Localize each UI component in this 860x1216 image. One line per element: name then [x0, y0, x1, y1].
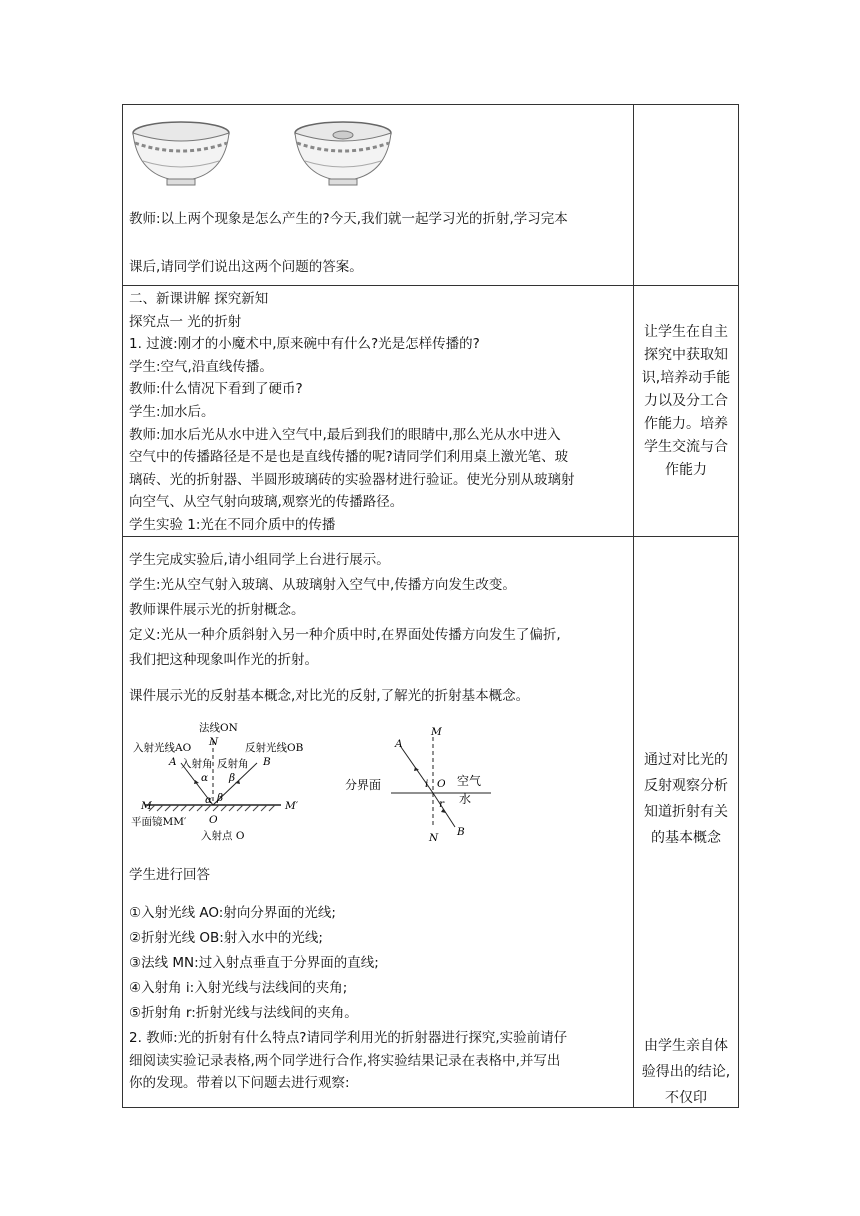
text-line: 教师:什么情况下看到了硬币? [129, 381, 303, 398]
design-intent-1: 让学生在自主探究中获取知识,培养动手能力以及分工合作能力。培养学生交流与合作能力 [641, 324, 731, 478]
label-mirror: 平面镜MM′ [131, 816, 187, 828]
teacher-intro-cont [129, 256, 629, 279]
text-line: 你的发现。带着以下问题去进行观察: [129, 1075, 350, 1092]
label-incidence-angle: 入射角 [181, 758, 213, 770]
text-line: 空气中的传播路径是不是也是直线传播的呢?请同学们利用桌上激光笔、玻 [129, 449, 569, 466]
text-line: 向空气、从空气射向玻璃,观察光的传播路径。 [129, 494, 404, 511]
reflection-diagram [131, 717, 311, 847]
text-line: 学生:加水后。 [129, 403, 215, 420]
label-A: A [395, 738, 403, 750]
label-M-prime: M′ [285, 800, 299, 812]
column-divider [633, 105, 634, 1107]
label-interface: 分界面 [345, 778, 382, 792]
text-line: 课件展示光的反射基本概念,对比光的反射,了解光的折射基本概念。 [129, 688, 530, 704]
label-alpha-top: α [201, 772, 209, 784]
design-intent-2: 通过对比光的反射观察分析知道折射有关的基本概念 [644, 752, 728, 846]
text-line: 我们把这种现象叫作光的折射。 [129, 652, 318, 668]
text-line: 2. 教师:光的折射有什么特点?请同学利用光的折射器进行探究,实验前请仔 [129, 1030, 568, 1046]
text-line: 学生:空气,沿直线传播。 [129, 358, 273, 375]
label-B: B [457, 826, 465, 838]
label-B: B [263, 756, 271, 768]
text-line: 学生:光从空气射入玻璃、从玻璃射入空气中,传播方向发生改变。 [129, 577, 516, 593]
list-item: ④入射角 i:入射光线与法线间的夹角; [129, 980, 348, 996]
label-N: N [429, 832, 439, 844]
label-N: N [209, 736, 219, 748]
new-lesson-section [129, 288, 629, 537]
row-divider [123, 285, 738, 286]
text-line: 学生进行回答 [129, 867, 210, 883]
text-line: 细阅读实验记录表格,两个同学进行合作,将实验结果记录在表格中,并写出 [129, 1052, 561, 1069]
label-incidence-point: 入射点 O [201, 830, 245, 842]
text-line: 二、新课讲解 探究新知 [129, 291, 269, 307]
text-line: 教师:加水后光从水中进入空气中,最后到我们的眼睛中,那么光从水中进入 [129, 426, 561, 443]
intro-line-1: 教师:以上两个现象是怎么产生的?今天,我们就一起学习光的折射,学习完本 [129, 211, 568, 227]
text-line: 学生实验 1:光在不同介质中的传播 [129, 516, 336, 533]
label-normal: 法线ON [199, 722, 238, 734]
label-alpha: α [205, 794, 213, 806]
bowl-image-right [291, 119, 395, 189]
refraction-diagram [345, 723, 505, 853]
text-line: 探究点一 光的折射 [129, 313, 242, 330]
list-item: ③法线 MN:过入射点垂直于分界面的直线; [129, 955, 379, 971]
label-M: M [431, 726, 442, 738]
bowl-image-left [129, 119, 233, 189]
text-line: 璃砖、光的折射器、半圆形玻璃砖的实验器材进行验证。使光分别从玻璃射 [129, 471, 575, 488]
teacher-intro [129, 208, 629, 231]
label-water: 水 [459, 792, 472, 806]
label-i: i [425, 778, 429, 790]
text-line: 教师课件展示光的折射概念。 [129, 602, 305, 618]
label-A: A [169, 756, 177, 768]
label-beta: β [217, 792, 224, 804]
answer-prompt [129, 864, 629, 887]
experiment-results [129, 548, 629, 673]
label-r: r [439, 798, 445, 810]
compare-text [129, 685, 629, 708]
list-item: ②折射光线 OB:射入水中的光线; [129, 930, 323, 946]
design-intent-3: 由学生亲自体验得出的结论,不仅印 [641, 1038, 731, 1106]
label-O: O [209, 814, 218, 826]
label-reflection-angle: 反射角 [217, 758, 249, 770]
label-O: O [437, 778, 446, 790]
list-item: ⑤折射角 r:折射光线与法线间的夹角。 [129, 1005, 358, 1021]
teacher-question [129, 1027, 629, 1095]
list-item: ①入射光线 AO:射向分界面的光线; [129, 905, 336, 921]
label-beta-top: β [229, 772, 236, 784]
text-line: 定义:光从一种介质斜射入另一种介质中时,在界面处传播方向发生了偏折, [129, 627, 561, 643]
intro-line-2: 课后,请同学们说出这两个问题的答案。 [129, 259, 363, 275]
text-line: 学生完成实验后,请小组同学上台进行展示。 [129, 552, 390, 568]
label-incident-ray: 入射光线AO [133, 742, 192, 754]
label-air: 空气 [457, 774, 482, 788]
label-reflected-ray: 反射光线OB [245, 742, 304, 754]
label-M: M [141, 800, 152, 812]
text-line: 1. 过渡:刚才的小魔术中,原来碗中有什么?光是怎样传播的? [129, 336, 480, 353]
concept-list [129, 901, 629, 1026]
lesson-table [122, 104, 739, 1108]
